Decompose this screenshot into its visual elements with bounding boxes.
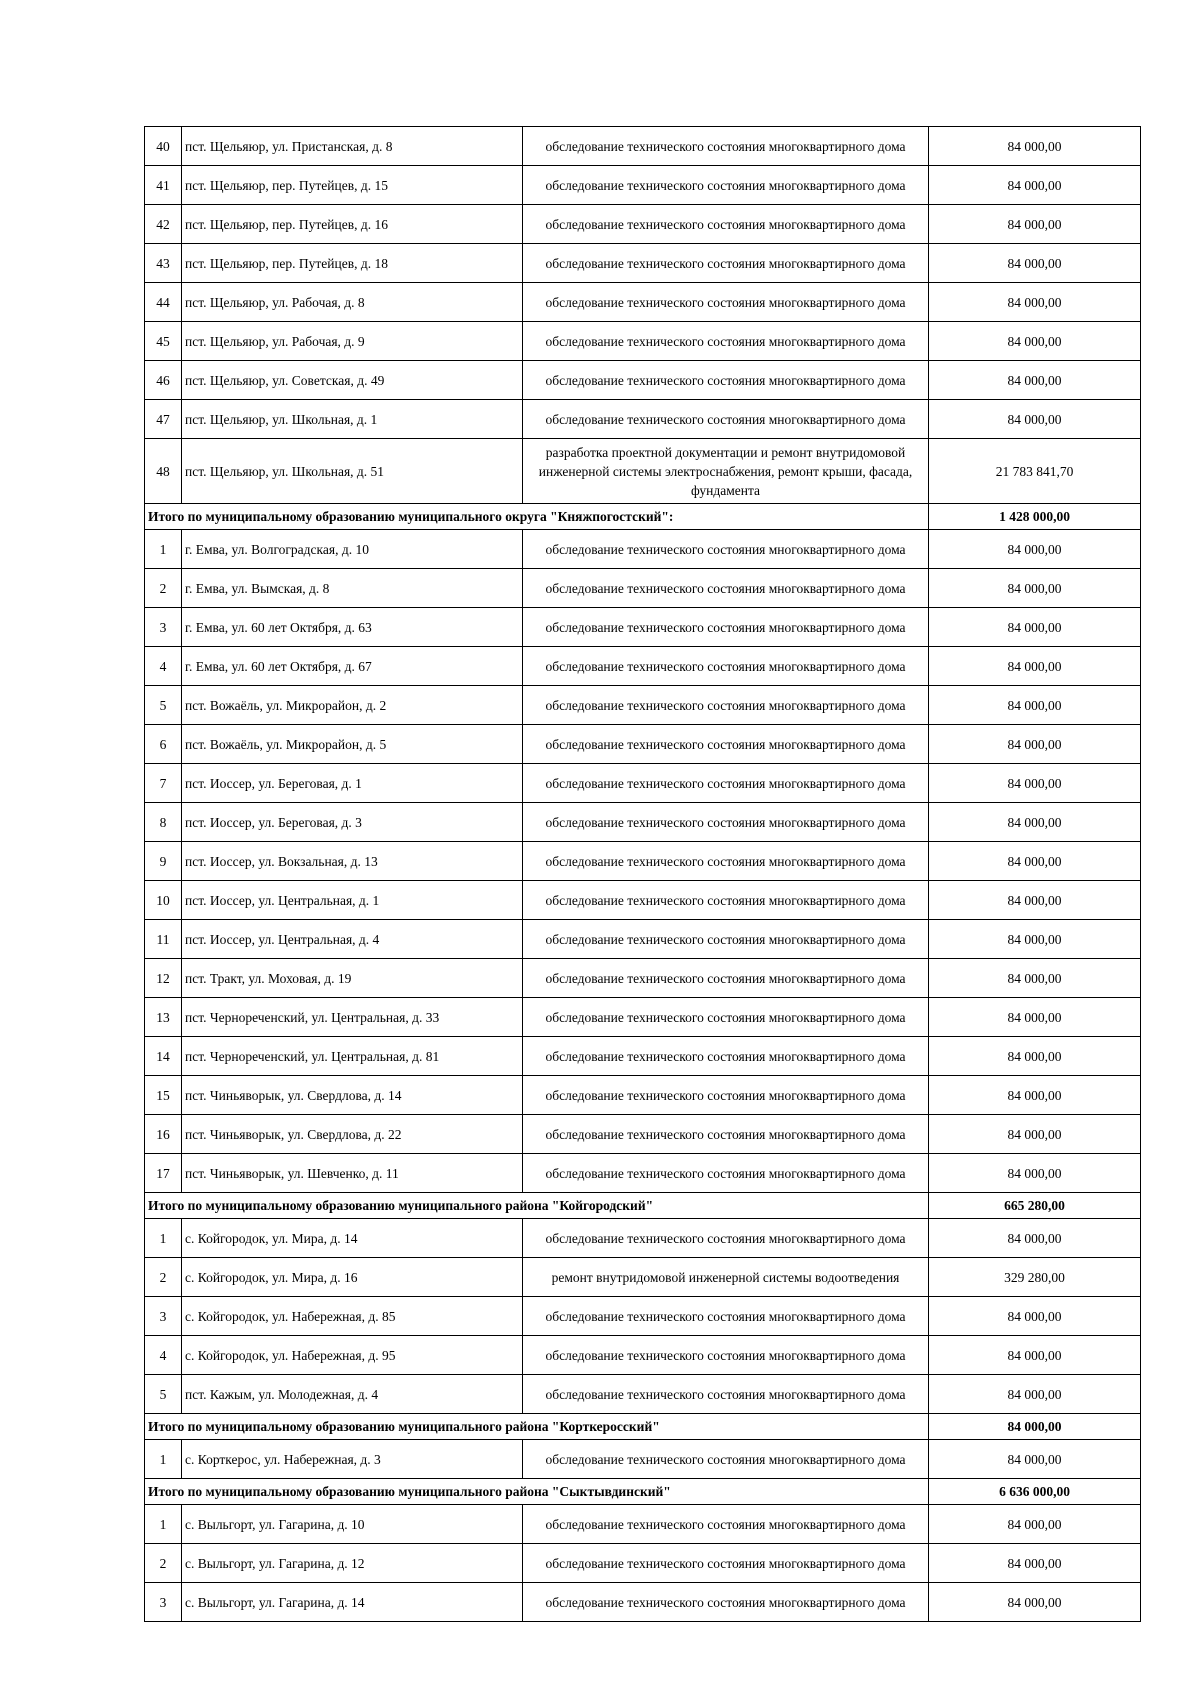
work-type: обследование технического состояния многоквартирного дома	[523, 530, 929, 569]
house-address: пст. Вожаёль, ул. Микрорайон, д. 2	[182, 686, 523, 725]
table-row	[145, 1154, 1141, 1193]
work-type: обследование технического состояния многоквартирного дома	[523, 322, 929, 361]
work-type: обследование технического состояния многоквартирного дома	[523, 1375, 929, 1414]
house-address: с. Койгородок, ул. Мира, д. 14	[182, 1219, 523, 1258]
row-number: 3	[145, 1297, 182, 1336]
row-number: 5	[145, 1375, 182, 1414]
row-number: 47	[145, 400, 182, 439]
work-amount: 84 000,00	[929, 842, 1141, 881]
house-address: пст. Кажым, ул. Молодежная, д. 4	[182, 1375, 523, 1414]
table-row	[145, 725, 1141, 764]
row-number: 15	[145, 1076, 182, 1115]
table-row	[145, 1583, 1141, 1622]
work-type: обследование технического состояния многоквартирного дома	[523, 803, 929, 842]
work-type: обследование технического состояния многоквартирного дома	[523, 1440, 929, 1479]
house-address: пст. Чиньяворык, ул. Свердлова, д. 22	[182, 1115, 523, 1154]
row-number: 6	[145, 725, 182, 764]
row-number: 9	[145, 842, 182, 881]
house-address: г. Емва, ул. 60 лет Октября, д. 67	[182, 647, 523, 686]
work-type: обследование технического состояния многоквартирного дома	[523, 1583, 929, 1622]
row-number: 7	[145, 764, 182, 803]
house-address: пст. Щельяюр, ул. Школьная, д. 1	[182, 400, 523, 439]
work-amount: 84 000,00	[929, 608, 1141, 647]
house-address: г. Емва, ул. Волгоградская, д. 10	[182, 530, 523, 569]
work-amount: 84 000,00	[929, 244, 1141, 283]
table-row	[145, 764, 1141, 803]
total-amount: 665 280,00	[929, 1193, 1141, 1219]
row-number: 3	[145, 608, 182, 647]
house-address: пст. Щельяюр, ул. Школьная, д. 51	[182, 439, 523, 504]
work-type: обследование технического состояния многоквартирного дома	[523, 647, 929, 686]
row-number: 48	[145, 439, 182, 504]
work-amount: 84 000,00	[929, 166, 1141, 205]
work-type: обследование технического состояния многоквартирного дома	[523, 205, 929, 244]
row-number: 11	[145, 920, 182, 959]
municipality-total-row	[145, 504, 1141, 530]
work-type: обследование технического состояния многоквартирного дома	[523, 959, 929, 998]
work-amount: 84 000,00	[929, 569, 1141, 608]
table-row	[145, 127, 1141, 166]
row-number: 3	[145, 1583, 182, 1622]
total-amount: 1 428 000,00	[929, 504, 1141, 530]
row-number: 46	[145, 361, 182, 400]
work-amount: 329 280,00	[929, 1258, 1141, 1297]
work-amount: 84 000,00	[929, 959, 1141, 998]
row-number: 2	[145, 1258, 182, 1297]
work-amount: 84 000,00	[929, 1375, 1141, 1414]
row-number: 5	[145, 686, 182, 725]
work-type: обследование технического состояния многоквартирного дома	[523, 361, 929, 400]
row-number: 14	[145, 1037, 182, 1076]
work-amount: 84 000,00	[929, 530, 1141, 569]
table-row	[145, 608, 1141, 647]
table-row	[145, 842, 1141, 881]
work-type: обследование технического состояния многоквартирного дома	[523, 1219, 929, 1258]
table-row	[145, 530, 1141, 569]
house-address: пст. Чиньяворык, ул. Шевченко, д. 11	[182, 1154, 523, 1193]
row-number: 12	[145, 959, 182, 998]
work-amount: 84 000,00	[929, 127, 1141, 166]
house-address: г. Емва, ул. Вымская, д. 8	[182, 569, 523, 608]
work-type: обследование технического состояния многоквартирного дома	[523, 686, 929, 725]
work-type: обследование технического состояния многоквартирного дома	[523, 881, 929, 920]
work-type: обследование технического состояния многоквартирного дома	[523, 920, 929, 959]
total-label: Итого по муниципальному образованию муниципального округа "Княжпогостский":	[145, 504, 929, 530]
total-amount: 6 636 000,00	[929, 1479, 1141, 1505]
municipality-total-row	[145, 1193, 1141, 1219]
house-address: пст. Щельяюр, ул. Рабочая, д. 8	[182, 283, 523, 322]
work-type: обследование технического состояния многоквартирного дома	[523, 1505, 929, 1544]
total-label: Итого по муниципальному образованию муниципального района "Койгородский"	[145, 1193, 929, 1219]
work-amount: 84 000,00	[929, 1154, 1141, 1193]
row-number: 1	[145, 1219, 182, 1258]
table-row	[145, 1336, 1141, 1375]
work-amount: 84 000,00	[929, 920, 1141, 959]
work-amount: 84 000,00	[929, 998, 1141, 1037]
total-label: Итого по муниципальному образованию муниципального района "Корткеросский"	[145, 1414, 929, 1440]
table-row	[145, 439, 1141, 504]
house-address: с. Корткерос, ул. Набережная, д. 3	[182, 1440, 523, 1479]
row-number: 1	[145, 1440, 182, 1479]
work-amount: 84 000,00	[929, 725, 1141, 764]
work-amount: 84 000,00	[929, 1115, 1141, 1154]
row-number: 17	[145, 1154, 182, 1193]
house-address: г. Емва, ул. 60 лет Октября, д. 63	[182, 608, 523, 647]
work-type: разработка проектной документации и ремонт внутридомовой инженерной системы электроснабжения, ремонт крыши, фасада, фундамента	[523, 439, 929, 504]
table-row	[145, 244, 1141, 283]
table-row	[145, 647, 1141, 686]
table-row	[145, 569, 1141, 608]
work-amount: 84 000,00	[929, 881, 1141, 920]
house-address: с. Койгородок, ул. Набережная, д. 95	[182, 1336, 523, 1375]
work-type: обследование технического состояния многоквартирного дома	[523, 1336, 929, 1375]
work-type: обследование технического состояния многоквартирного дома	[523, 608, 929, 647]
work-amount: 84 000,00	[929, 1336, 1141, 1375]
row-number: 2	[145, 1544, 182, 1583]
house-address: пст. Иоссер, ул. Центральная, д. 1	[182, 881, 523, 920]
work-type: обследование технического состояния многоквартирного дома	[523, 244, 929, 283]
house-address: пст. Чиньяворык, ул. Свердлова, д. 14	[182, 1076, 523, 1115]
work-amount: 84 000,00	[929, 803, 1141, 842]
work-type: обследование технического состояния многоквартирного дома	[523, 764, 929, 803]
row-number: 8	[145, 803, 182, 842]
table-body	[145, 127, 1141, 1622]
table-row	[145, 400, 1141, 439]
table-row	[145, 881, 1141, 920]
house-address: пст. Вожаёль, ул. Микрорайон, д. 5	[182, 725, 523, 764]
table-row	[145, 1219, 1141, 1258]
work-type: обследование технического состояния многоквартирного дома	[523, 1037, 929, 1076]
work-amount: 84 000,00	[929, 1583, 1141, 1622]
work-type: обследование технического состояния многоквартирного дома	[523, 1154, 929, 1193]
total-label: Итого по муниципальному образованию муниципального района "Сыктывдинский"	[145, 1479, 929, 1505]
house-address: с. Койгородок, ул. Мира, д. 16	[182, 1258, 523, 1297]
house-address: пст. Щельяюр, ул. Рабочая, д. 9	[182, 322, 523, 361]
table-row	[145, 283, 1141, 322]
table-row	[145, 1037, 1141, 1076]
work-type: обследование технического состояния многоквартирного дома	[523, 1544, 929, 1583]
house-address: пст. Чернореченский, ул. Центральная, д. 33	[182, 998, 523, 1037]
row-number: 2	[145, 569, 182, 608]
work-amount: 84 000,00	[929, 1544, 1141, 1583]
work-amount: 84 000,00	[929, 322, 1141, 361]
row-number: 13	[145, 998, 182, 1037]
work-type: обследование технического состояния многоквартирного дома	[523, 998, 929, 1037]
table-row	[145, 998, 1141, 1037]
table-row	[145, 1297, 1141, 1336]
table-row	[145, 1544, 1141, 1583]
work-amount: 84 000,00	[929, 764, 1141, 803]
table-row	[145, 920, 1141, 959]
row-number: 45	[145, 322, 182, 361]
municipality-total-row	[145, 1479, 1141, 1505]
work-type: обследование технического состояния многоквартирного дома	[523, 127, 929, 166]
house-address: пст. Щельяюр, ул. Пристанская, д. 8	[182, 127, 523, 166]
work-amount: 84 000,00	[929, 205, 1141, 244]
work-amount: 84 000,00	[929, 1037, 1141, 1076]
house-address: пст. Щельяюр, пер. Путейцев, д. 15	[182, 166, 523, 205]
row-number: 41	[145, 166, 182, 205]
house-address: пст. Щельяюр, ул. Советская, д. 49	[182, 361, 523, 400]
table-row	[145, 1440, 1141, 1479]
table-row	[145, 361, 1141, 400]
work-amount: 84 000,00	[929, 400, 1141, 439]
work-type: обследование технического состояния многоквартирного дома	[523, 1115, 929, 1154]
row-number: 40	[145, 127, 182, 166]
table-row	[145, 1258, 1141, 1297]
row-number: 1	[145, 1505, 182, 1544]
table-row	[145, 959, 1141, 998]
house-address: пст. Иоссер, ул. Береговая, д. 3	[182, 803, 523, 842]
work-amount: 84 000,00	[929, 686, 1141, 725]
work-amount: 84 000,00	[929, 1505, 1141, 1544]
row-number: 4	[145, 1336, 182, 1375]
row-number: 16	[145, 1115, 182, 1154]
house-address: пст. Чернореченский, ул. Центральная, д. 81	[182, 1037, 523, 1076]
work-type: обследование технического состояния многоквартирного дома	[523, 400, 929, 439]
work-type: обследование технического состояния многоквартирного дома	[523, 166, 929, 205]
row-number: 44	[145, 283, 182, 322]
row-number: 42	[145, 205, 182, 244]
table-row	[145, 1375, 1141, 1414]
work-amount: 84 000,00	[929, 1219, 1141, 1258]
total-amount: 84 000,00	[929, 1414, 1141, 1440]
work-amount: 84 000,00	[929, 1297, 1141, 1336]
table-row	[145, 686, 1141, 725]
work-amount: 84 000,00	[929, 283, 1141, 322]
work-amount: 21 783 841,70	[929, 439, 1141, 504]
house-address: с. Койгородок, ул. Набережная, д. 85	[182, 1297, 523, 1336]
table-row	[145, 322, 1141, 361]
municipality-total-row	[145, 1414, 1141, 1440]
table-row	[145, 1115, 1141, 1154]
row-number: 4	[145, 647, 182, 686]
row-number: 1	[145, 530, 182, 569]
house-address: пст. Щельяюр, пер. Путейцев, д. 16	[182, 205, 523, 244]
capital-repair-table	[144, 126, 1141, 1622]
table-row	[145, 166, 1141, 205]
house-address: пст. Иоссер, ул. Вокзальная, д. 13	[182, 842, 523, 881]
work-type: обследование технического состояния многоквартирного дома	[523, 725, 929, 764]
work-amount: 84 000,00	[929, 1076, 1141, 1115]
house-address: с. Выльгорт, ул. Гагарина, д. 14	[182, 1583, 523, 1622]
house-address: пст. Иоссер, ул. Центральная, д. 4	[182, 920, 523, 959]
work-type: обследование технического состояния многоквартирного дома	[523, 1297, 929, 1336]
house-address: пст. Тракт, ул. Моховая, д. 19	[182, 959, 523, 998]
table-row	[145, 1505, 1141, 1544]
work-type: обследование технического состояния многоквартирного дома	[523, 1076, 929, 1115]
work-type: обследование технического состояния многоквартирного дома	[523, 283, 929, 322]
house-address: с. Выльгорт, ул. Гагарина, д. 12	[182, 1544, 523, 1583]
row-number: 10	[145, 881, 182, 920]
work-type: ремонт внутридомовой инженерной системы водоотведения	[523, 1258, 929, 1297]
table-row	[145, 205, 1141, 244]
work-type: обследование технического состояния многоквартирного дома	[523, 569, 929, 608]
table-row	[145, 1076, 1141, 1115]
house-address: с. Выльгорт, ул. Гагарина, д. 10	[182, 1505, 523, 1544]
house-address: пст. Щельяюр, пер. Путейцев, д. 18	[182, 244, 523, 283]
row-number: 43	[145, 244, 182, 283]
work-amount: 84 000,00	[929, 361, 1141, 400]
work-amount: 84 000,00	[929, 647, 1141, 686]
work-type: обследование технического состояния многоквартирного дома	[523, 842, 929, 881]
table-row	[145, 803, 1141, 842]
work-amount: 84 000,00	[929, 1440, 1141, 1479]
house-address: пст. Иоссер, ул. Береговая, д. 1	[182, 764, 523, 803]
